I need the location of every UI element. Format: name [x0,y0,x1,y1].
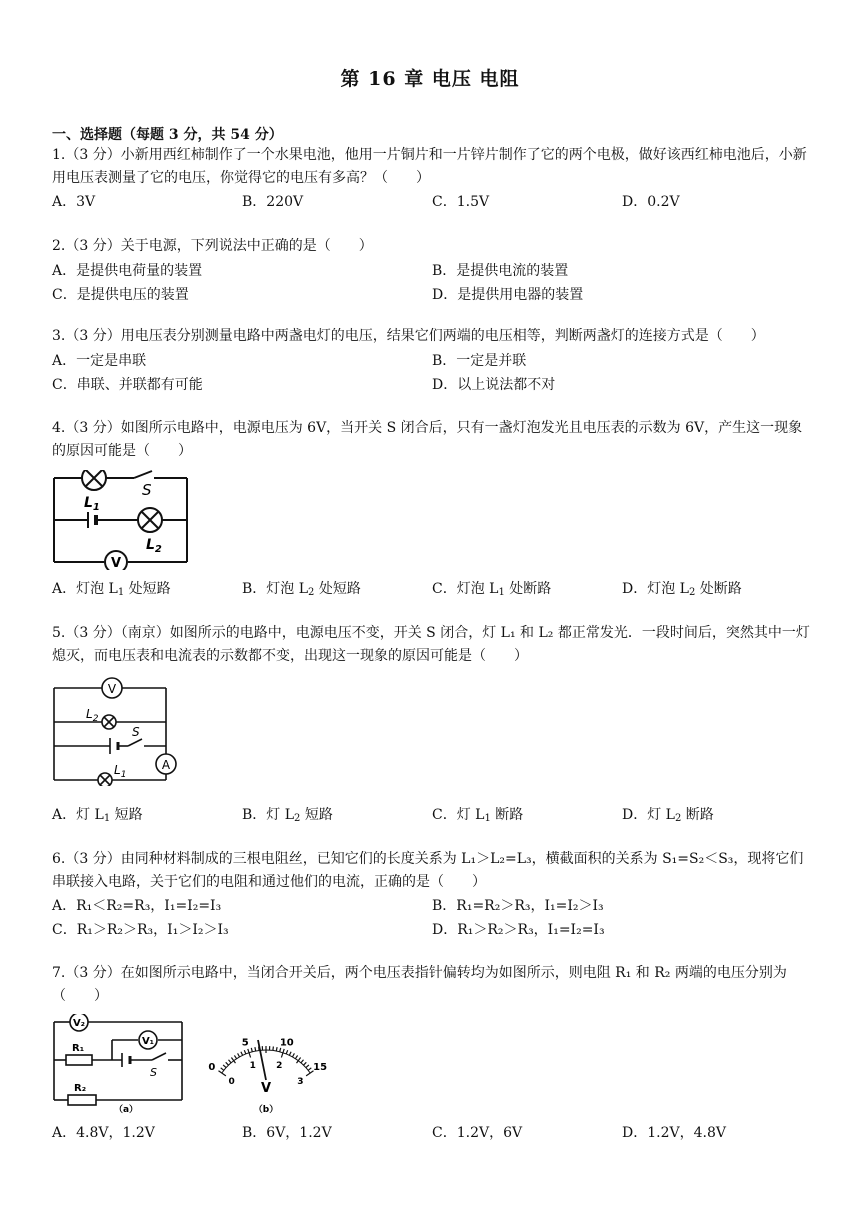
question-5-stem: 5.（3 分）（南京）如图所示的电路中，电源电压不变，开关 S 闭合，灯 L₁ 和 L₂ 都正常发光．一段时间后，突然其中一灯熄灭，而电压表和电流表的示数都不变，出现这一现象的原因可能是（ ） [52,625,810,664]
q5-circuit-diagram [50,676,185,786]
q7-battery-icon [122,1053,130,1067]
q7-meter-top-tick-label: 0 [208,1062,216,1074]
q3-option-a[interactable]: A．一定是串联 [52,353,147,369]
q7-meter-tick [255,1047,256,1051]
q7-voltmeter-v2-icon [70,1014,88,1031]
q7-meter-tick [241,1052,243,1056]
q5-option-a[interactable]: A．灯 $L_1$ 短路 [52,807,143,824]
q7-option-a[interactable]: A．4.8V，1.2V [52,1125,155,1141]
q7-meter-tick [244,1050,246,1054]
q7-fig-b-caption: （b） [253,1105,279,1115]
q2-option-d[interactable]: D．是提供用电器的装置 [432,287,584,303]
q7-meter-tick [229,1060,232,1063]
q7-r2-label: R₂ [74,1083,87,1094]
q2-option-b[interactable]: B．是提供电流的装置 [432,263,569,279]
q5-lamp2-icon [102,715,116,729]
q4-battery-icon [88,512,96,528]
q7-meter-tick [304,1062,307,1065]
question-3-options [52,350,812,398]
q7-meter-bottom-tick-label: 2 [276,1061,283,1072]
q7-meter-bottom-tick-label: 0 [228,1076,235,1087]
page-title: 第 16 章 电压 电阻 [340,68,520,90]
q5-voltmeter-icon [102,678,122,698]
q5-ammeter-icon [156,754,176,774]
q7-meter-bottom-tick-label: 1 [249,1061,256,1072]
q7-meter-tick [306,1065,309,1068]
question-7-options [52,1122,812,1142]
q7-resistor-r1-icon [66,1055,92,1065]
q1-option-a[interactable]: A．3V [52,194,96,210]
q7-meter-tick [223,1065,226,1068]
q5-option-c[interactable]: C．灯 $L_1$ 断路 [432,807,524,824]
q6-option-b[interactable]: B．R₁=R₂＞R₃，I₁=I₂＞I₃ [432,898,604,914]
q5-lamp2-label: $L_2$ [86,707,99,724]
q7-meter-tick [276,1047,277,1051]
q4-voltmeter-icon [105,551,127,570]
q7-meter-tick [293,1053,295,1057]
q4-lamp1-label: $L_1$ [84,495,100,513]
q2-option-c[interactable]: C．是提供电压的装置 [52,287,189,303]
q7-meter-needle [258,1040,266,1080]
q4-option-c[interactable]: C．灯泡 $L_1$ 处断路 [432,581,552,598]
q7-option-c[interactable]: C．1.2V，6V [432,1125,523,1141]
q7-meter-tick [238,1053,240,1057]
question-7-stem: 7.（3 分）在如图所示电路中，当闭合开关后，两个电压表指针偏转均为如图所示，则电阻 R₁ 和 R₂ 两端的电压分别为（ ） [52,965,787,1004]
q4-voltmeter-label: V [110,556,122,570]
q1-option-c[interactable]: C．1.5V [432,194,490,210]
question-4-stem: 4.（3 分）如图所示电路中，电源电压为 6V，当开关 S 闭合后，只有一盏灯泡发光且电压表的示数为 6V，产生这一现象的原因可能是（ ） [52,420,803,459]
q7-meter-tick [251,1048,252,1052]
q4-lamp-middle-icon [138,508,162,532]
q7-circuit-diagram-a [50,1014,190,1114]
section-heading: 一、选择题（每题 3 分，共 54 分） [52,127,283,143]
q7-voltmeter-v1-icon [139,1031,157,1049]
q4-option-a[interactable]: A．灯泡 $L_1$ 处短路 [52,581,171,598]
q7-meter-tick [234,1055,236,1058]
q2-option-a[interactable]: A．是提供电荷量的装置 [52,263,203,279]
q4-lamp2-label: $L_2$ [146,537,162,555]
q4-lamp-top-icon [82,470,106,490]
q5-switch-label: S [132,725,140,739]
question-2-options [52,260,812,308]
q7-v1-label: V₁ [141,1036,155,1047]
q3-option-b[interactable]: B．一定是并联 [432,353,527,369]
q7-v2-label: V₂ [72,1018,86,1029]
q7-option-d[interactable]: D．1.2V，4.8V [622,1125,726,1141]
question-5-options [52,804,812,824]
q7-meter-bottom-tick-label: 3 [297,1076,304,1087]
q7-meter-tick [286,1050,288,1054]
question-6-options [52,895,812,943]
question-4-options [52,578,812,598]
q7-meter-tick [295,1055,297,1058]
q7-meter-tick [308,1068,311,1071]
q4-circuit-diagram [50,470,195,570]
q5-voltmeter-label: V [107,682,117,696]
q7-meter-tick [289,1052,291,1056]
q1-option-b[interactable]: B．220V [242,194,304,210]
q7-meter-tick [273,1047,274,1051]
q4-switch-label: S [142,481,152,499]
q5-option-b[interactable]: B．灯 $L_2$ 短路 [242,807,333,824]
q7-meter-tick [301,1060,304,1063]
q3-option-d[interactable]: D．以上说法都不对 [432,377,556,393]
q7-meter-tick [219,1071,226,1076]
q3-option-c[interactable]: C．串联、并联都有可能 [52,377,203,393]
q7-r1-label: R₁ [72,1043,85,1054]
q7-switch-label: S [150,1066,157,1079]
question-6-stem: 6.（3 分）由同种材料制成的三根电阻丝，已知它们的长度关系为 L₁＞L₂=L₃，横截面积的关系为 S₁=S₂＜S₃，现将它们串联接入电路，关于它们的电阻和通过他们的电流，正确的是（ ） [52,851,804,890]
q4-option-d[interactable]: D．灯泡 $L_2$ 处断路 [622,581,742,598]
q7-meter-unit-label: V [260,1081,272,1096]
q7-meter-tick [221,1068,224,1071]
q5-ammeter-label: A [161,758,171,772]
q7-voltmeter-dial-b [198,1020,338,1116]
q7-meter-tick [226,1062,229,1065]
question-2-stem: 2.（3 分）关于电源，下列说法中正确的是（ ） [52,238,373,254]
q7-meter-top-tick-label: 5 [241,1037,249,1049]
q4-option-b[interactable]: B．灯泡 $L_2$ 处短路 [242,581,361,598]
q7-option-b[interactable]: B．6V，1.2V [242,1125,332,1141]
q5-lamp1-label: $L_1$ [114,763,127,780]
q7-resistor-r2-icon [68,1095,96,1105]
q7-meter-top-tick-label: 10 [279,1037,294,1049]
q7-meter-top-tick-label: 15 [313,1062,328,1074]
q6-option-d[interactable]: D．R₁＞R₂＞R₃，I₁=I₂=I₃ [432,922,605,938]
q6-option-a[interactable]: A．R₁＜R₂=R₃，I₁=I₂=I₃ [52,898,222,914]
q1-option-d[interactable]: D．0.2V [622,194,680,210]
q5-battery-icon [110,738,118,754]
question-3-stem: 3.（3 分）用电压表分别测量电路中两盏电灯的电压，结果它们两端的电压相等，判断两盏灯的连接方式是（ ） [52,328,765,344]
q6-option-c[interactable]: C．R₁＞R₂＞R₃，I₁＞I₂＞I₃ [52,922,229,938]
q5-lamp1-icon [98,773,112,786]
q7-meter-tick [280,1048,281,1052]
question-1-stem: 1.（3 分）小新用西红柿制作了一个水果电池，他用一片铜片和一片锌片制作了它的两个电极，做好该西红柿电池后，小新用电压表测量了它的电压，你觉得它的电压有多高？（ ） [52,147,807,186]
q5-option-d[interactable]: D．灯 $L_2$ 断路 [622,807,714,824]
q7-fig-a-caption: （a） [113,1105,139,1114]
question-1-options [52,191,812,211]
